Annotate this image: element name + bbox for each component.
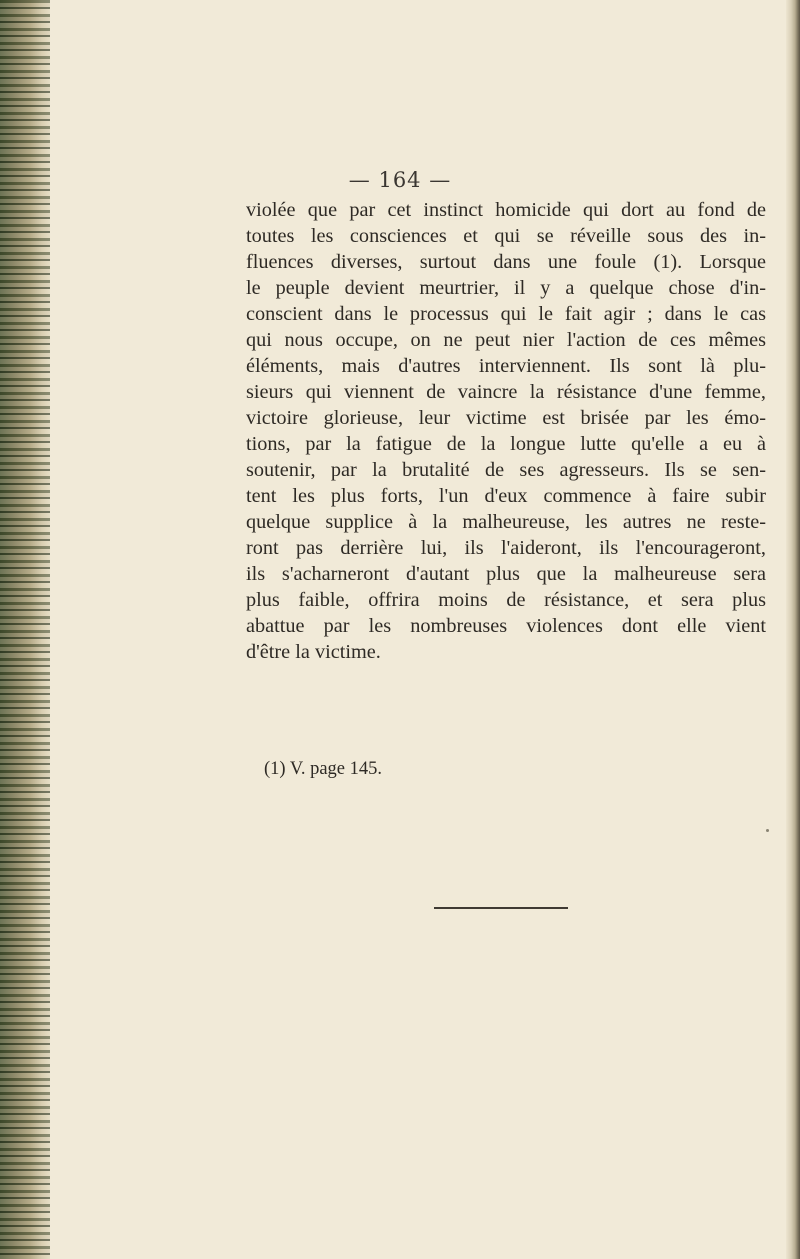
text-line: tent les plus forts, l'un d'eux commence à faire subir — [246, 485, 766, 507]
text-line: quelque supplice à la malheureuse, les autres ne reste- — [246, 511, 766, 533]
text-line: ront pas derrière lui, ils l'aideront, ils l'encourageront, — [246, 537, 766, 559]
text-line: éléments, mais d'autres interviennent. Ils sont là plu- — [246, 355, 766, 377]
text-line: toutes les consciences et qui se réveille sous des in- — [246, 225, 766, 247]
text-line: sieurs qui viennent de vaincre la résistance d'une femme, — [246, 381, 766, 403]
text-line: plus faible, offrira moins de résistance, et sera plus — [246, 589, 766, 611]
text-line: qui nous occupe, on ne peut nier l'action de ces mêmes — [246, 329, 766, 351]
body-paragraph — [246, 197, 766, 665]
text-line: conscient dans le processus qui le fait agir ; dans le cas — [246, 303, 766, 325]
text-line: soutenir, par la brutalité de ses agresseurs. Ils se sen- — [246, 459, 766, 481]
text-line: tions, par la fatigue de la longue lutte qu'elle a eu à — [246, 433, 766, 455]
page-number: — 164 — — [348, 168, 452, 192]
text-line: abattue par les nombreuses violences dont elle vient — [246, 615, 766, 637]
paper-speck — [766, 829, 769, 832]
text-line: victoire glorieuse, leur victime est brisée par les émo- — [246, 407, 766, 429]
end-rule — [434, 907, 568, 909]
footnote: (1) V. page 145. — [264, 759, 383, 779]
text-line: le peuple devient meurtrier, il y a quelque chose d'in- — [246, 277, 766, 299]
text-line: ils s'acharneront d'autant plus que la malheureuse sera — [246, 563, 766, 585]
text-line: d'être la victime. — [246, 641, 381, 663]
text-line: fluences diverses, surtout dans une foule (1). Lorsque — [246, 251, 766, 273]
text-line: violée que par cet instinct homicide qui dort au fond de — [246, 199, 766, 221]
